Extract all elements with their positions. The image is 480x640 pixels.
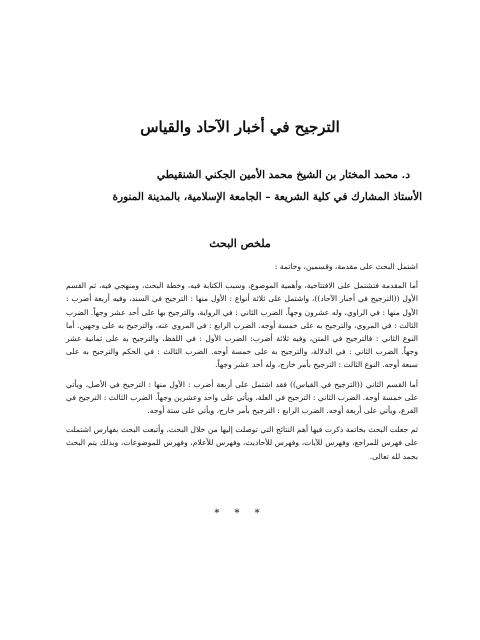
abstract-paragraph: اشتمل البحث على مقدمة، وقسمين، وخاتمة :: [274, 262, 418, 271]
abstract-heading: ملخص البحث: [209, 237, 271, 250]
abstract-paragraph: ثم جعلت البحث بخاتمة ذكرت فيها أهم النتائج التي توصلت إليها من خلال البحث، وأتبعت البحث بفهارس اشتملت على فهرس للمراجع، وفهرس للآيات، وفهرس للأحاديث، وفهرس للأعلام، وفهرس للموضوعات، وبذلك يتم البحث بحمد لله تعالى.: [66, 425, 418, 461]
abstract-paragraph: أما القسم الثاني ((الترجيح في القياس)) فقد اشتمل على أربعة أضرب : الأول منها : الترجيح في الأصل، ويأتي على خمسة أوجه. الضرب الثاني : الترجيح في العلة، ويأتي على واحد وعشرين وجهاً. الضرب الثالث : الترجيح في الفرع، ويأتي على أربعة أوجه. الضرب الرابع : الترجيح بأمر خارج، ويأتي على ستة أوجه.: [66, 379, 418, 416]
abstract-body: [66, 260, 418, 469]
author-affiliation: الأستاذ المشارك في كلية الشريعة – الجامعة الإسلامية، بالمدينة المنورة: [112, 191, 422, 203]
abstract-paragraph: أما المقدمة فتشتمل على الافتتاحية، وأهمية الموضوع، وسبب الكتابة فيه، وخطة البحث، ومنهجي فيه، ثم القسم الأول ((الترجيح في أخبار الآحاد))، واشتمل على ثلاثة أنواع : الأول منها : الترجيح في السند، وفيه أربعة أضرب : الأول منها : في الراوي، وله عشرون وجهاً. الضرب الثاني : في الرواية، والترجيح بها على أحد عشر وجهاً. الضرب الثالث : في المروي، والترجيح به على خمسة أوجه. الضرب الرابع : في المروي عنه، والترجيح به على وجهين. أما النوع الثاني : فالترجيح في المتن، وفيه ثلاثة أضرب: الضرب الأول : في اللفظ، والترجيح به على ثمانية عشر وجهاً. الضرب الثاني : في الدلالة، والترجيح به على خمسة أوجه. الضرب الثالث : في الحكم والترجيح به على سبعة أوجه. النوع الثالث : الترجيح بأمر خارج، وله أحد عشر وجهاً.: [66, 281, 418, 370]
section-separator: * * *: [214, 508, 266, 519]
author-name: د. محمد المختار بن الشيخ محمد الأمين الجكني الشنقيطي: [156, 169, 410, 181]
paper-title: الترجيح في أخبار الآحاد والقياس: [140, 118, 340, 136]
